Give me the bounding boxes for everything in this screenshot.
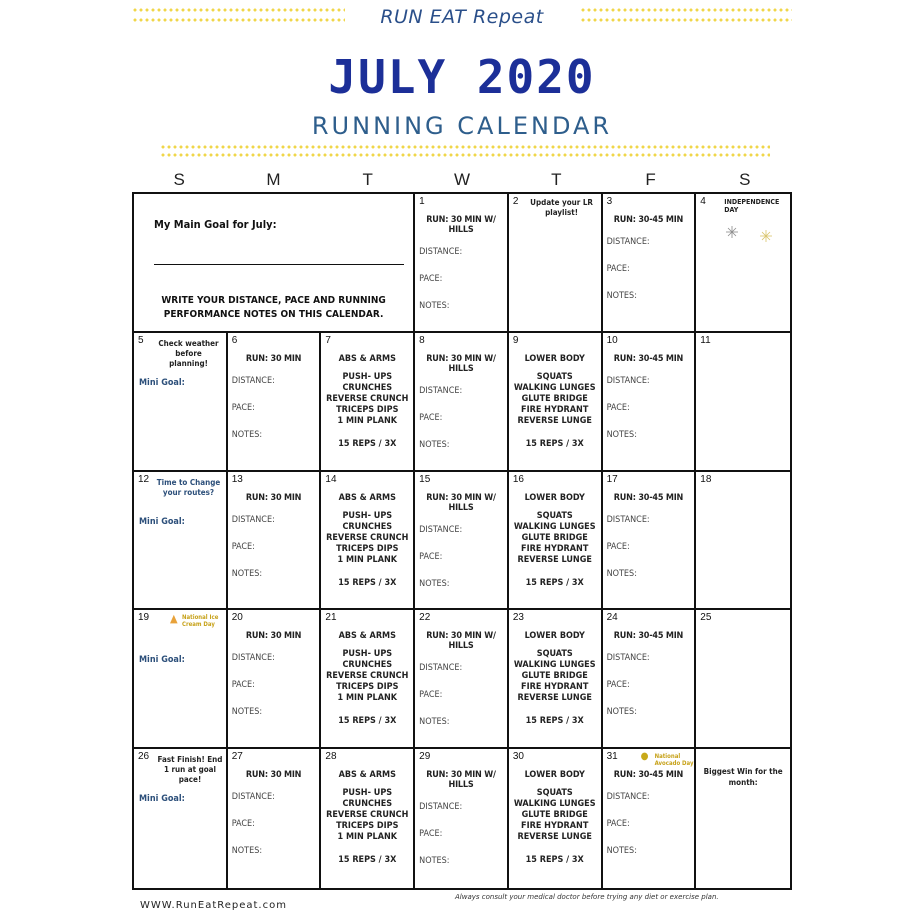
biggest-win-label: Biggest Win for the month: [703, 767, 783, 788]
notes-label: NOTES: [419, 717, 450, 728]
pace-label: PACE: [419, 690, 443, 701]
pace-label: PACE: [606, 541, 630, 552]
distance-label: DISTANCE: [419, 524, 463, 535]
day-number: 22 [419, 612, 431, 624]
day-cell[interactable] [415, 749, 509, 888]
day-number: 28 [325, 751, 337, 763]
day-number: 4 [700, 196, 706, 207]
distance-label: DISTANCE: [606, 375, 650, 386]
run-title: RUN: 30-45 MIN [613, 215, 684, 225]
run-title: RUN: 30 MIN [245, 770, 302, 781]
notes-label: NOTES: [419, 439, 450, 450]
exercise: WALKING LUNGES [513, 521, 596, 532]
weekday-sat: S [739, 170, 751, 189]
day-number: 20 [231, 612, 243, 624]
day-cell[interactable] [228, 610, 322, 749]
exercise: PUSH- UPS [342, 371, 393, 382]
day-number: 12 [138, 473, 150, 485]
brand-title: RUN EAT Repeat [380, 6, 544, 28]
day-number: 9 [512, 334, 519, 346]
ice-cream-icon: ▲ [170, 612, 178, 626]
exercise: 1 MIN PLANK [337, 554, 398, 565]
mini-goal-label: Mini Goal: [139, 794, 185, 805]
exercise: WALKING LUNGES [513, 799, 596, 810]
run-title: RUN: 30 MIN W/ HILLS [426, 631, 496, 652]
notes-label: NOTES: [606, 846, 637, 857]
pace-label: PACE: [419, 551, 443, 562]
day-cell[interactable] [696, 610, 790, 749]
day-cell[interactable] [509, 194, 603, 333]
workout-title: LOWER BODY [524, 631, 585, 642]
exercise: GLUTE BRIDGE [521, 532, 588, 543]
day-number: 8 [419, 334, 425, 346]
pace-label: PACE: [606, 402, 630, 413]
calendar-subtitle: RUNNING CALENDAR [311, 112, 613, 140]
day-cell[interactable] [134, 610, 228, 749]
avocado-icon: ● [640, 751, 649, 763]
pace-label: PACE: [606, 264, 630, 274]
day-note: National Ice Cream Day [182, 614, 219, 629]
day-cell[interactable] [509, 749, 603, 888]
day-number: 30 [512, 751, 524, 763]
workout-list [325, 788, 409, 843]
exercise: REVERSE LUNGE [517, 554, 592, 565]
day-cell[interactable] [603, 194, 697, 333]
day-cell[interactable] [321, 472, 415, 611]
distance-label: DISTANCE: [419, 663, 463, 674]
exercise: WALKING LUNGES [513, 382, 596, 393]
day-cell[interactable] [134, 472, 228, 611]
exercise: TRICEPS DIPS [336, 682, 399, 693]
notes-label: NOTES: [419, 301, 450, 311]
exercise: REVERSE CRUNCH [326, 532, 409, 543]
notes-label: NOTES: [231, 846, 263, 857]
website-link[interactable]: WWW.RunEatRepeat.com [140, 900, 287, 911]
reps-label: 15 REPS / 3X [525, 438, 584, 449]
exercise: REVERSE CRUNCH [326, 671, 409, 682]
exercise: FIRE HYDRANT [521, 404, 589, 415]
day-number: 1 [419, 196, 425, 207]
day-cell[interactable] [603, 610, 697, 749]
exercise: FIRE HYDRANT [521, 682, 589, 693]
notes-label: NOTES: [606, 707, 637, 718]
workout-title: ABS & ARMS [338, 492, 396, 503]
weekday-header [132, 170, 792, 192]
day-cell[interactable] [509, 333, 603, 472]
day-cell[interactable] [415, 610, 509, 749]
disclaimer: Always consult your medical doctor before trying any diet or exercise plan. [455, 893, 719, 901]
weekday-mon: M [266, 170, 281, 189]
day-number: 26 [138, 751, 150, 763]
exercise: SQUATS [536, 371, 573, 382]
day-number: 3 [606, 196, 613, 207]
run-title: RUN: 30 MIN [245, 492, 302, 503]
month-title: JULY 2020 [328, 50, 596, 104]
notes-label: NOTES: [231, 707, 263, 718]
exercise: PUSH- UPS [342, 788, 393, 799]
notes-label: NOTES: [231, 568, 263, 579]
day-cell[interactable] [228, 333, 322, 472]
workout-title: ABS & ARMS [338, 770, 396, 781]
distance-label: DISTANCE: [606, 237, 650, 247]
day-number: 21 [325, 612, 337, 624]
run-title: RUN: 30-45 MIN [613, 492, 684, 503]
exercise: CRUNCHES [342, 382, 393, 393]
day-number: 25 [700, 612, 712, 624]
day-cell[interactable] [696, 333, 790, 472]
day-cell[interactable] [228, 749, 322, 888]
day-number: 13 [231, 473, 243, 485]
workout-title: LOWER BODY [524, 492, 585, 503]
day-number: 19 [138, 612, 150, 624]
workout-list [325, 511, 409, 566]
biggest-win-cell[interactable] [696, 749, 790, 888]
run-title: RUN: 30 MIN W/ HILLS [426, 770, 496, 791]
day-number: 7 [325, 334, 331, 346]
day-number: 29 [419, 751, 431, 763]
run-title: RUN: 30-45 MIN [613, 353, 684, 364]
reps-label: 15 REPS / 3X [525, 716, 584, 727]
pace-label: PACE: [606, 680, 630, 691]
run-title: RUN: 30 MIN W/ HILLS [426, 353, 496, 374]
day-number: 10 [606, 334, 618, 346]
day-note: Check weather before planning! [158, 338, 219, 368]
day-number: 23 [512, 612, 524, 624]
pace-label: PACE: [231, 819, 255, 830]
day-number: 24 [606, 612, 618, 624]
exercise: REVERSE CRUNCH [326, 393, 409, 404]
exercise: GLUTE BRIDGE [521, 810, 588, 821]
exercise: TRICEPS DIPS [336, 404, 399, 415]
exercise: 1 MIN PLANK [337, 415, 398, 426]
distance-label: DISTANCE: [231, 653, 275, 664]
calendar-grid [132, 192, 792, 890]
distance-label: DISTANCE: [419, 385, 463, 396]
exercise: 1 MIN PLANK [337, 693, 398, 704]
exercise: SQUATS [536, 788, 573, 799]
goal-line [154, 264, 404, 265]
workout-list [513, 649, 597, 704]
pace-label: PACE: [419, 412, 443, 423]
weekday-fri: F [645, 170, 656, 189]
notes-label: NOTES: [606, 568, 637, 579]
exercise: WALKING LUNGES [513, 660, 596, 671]
pace-label: PACE: [419, 829, 443, 840]
exercise: FIRE HYDRANT [521, 543, 589, 554]
workout-list [513, 788, 597, 843]
exercise: CRUNCHES [342, 660, 393, 671]
distance-label: DISTANCE: [606, 514, 650, 525]
exercise: TRICEPS DIPS [336, 821, 399, 832]
distance-label: DISTANCE: [231, 792, 275, 803]
day-cell[interactable] [321, 333, 415, 472]
day-cell[interactable] [228, 472, 322, 611]
exercise: FIRE HYDRANT [521, 821, 589, 832]
workout-list [325, 372, 409, 427]
distance-label: DISTANCE: [419, 802, 463, 813]
run-title: RUN: 30-45 MIN [613, 770, 684, 781]
distance-label: DISTANCE: [606, 653, 650, 664]
pace-label: PACE: [231, 680, 255, 691]
pace-label: PACE: [231, 402, 255, 413]
day-cell[interactable] [696, 472, 790, 611]
day-note: Update your LR playlist! [530, 198, 593, 217]
exercise: PUSH- UPS [342, 649, 393, 660]
day-number: 6 [231, 334, 238, 346]
day-cell[interactable] [321, 749, 415, 888]
sub-dots-2 [160, 153, 770, 161]
workout-list [325, 649, 409, 704]
day-number: 16 [512, 473, 524, 485]
weekday-tue: T [362, 170, 373, 189]
day-cell[interactable] [603, 472, 697, 611]
mini-goal-label: Mini Goal: [139, 655, 185, 666]
fireworks-icon [726, 216, 786, 246]
goal-cell[interactable] [134, 194, 415, 333]
exercise: TRICEPS DIPS [336, 543, 399, 554]
run-title: RUN: 30 MIN W/ HILLS [426, 215, 496, 235]
notes-label: NOTES: [606, 291, 637, 301]
exercise: GLUTE BRIDGE [521, 393, 588, 404]
exercise: REVERSE LUNGE [517, 832, 592, 843]
workout-title: ABS & ARMS [338, 353, 396, 364]
exercise: PUSH- UPS [342, 510, 393, 521]
weekday-wed: W [453, 170, 471, 189]
reps-label: 15 REPS / 3X [338, 855, 397, 866]
run-title: RUN: 30 MIN [245, 631, 302, 642]
exercise: CRUNCHES [342, 799, 393, 810]
exercise: REVERSE LUNGE [517, 693, 592, 704]
distance-label: DISTANCE: [231, 514, 275, 525]
exercise: GLUTE BRIDGE [521, 671, 588, 682]
notes-label: NOTES: [606, 429, 637, 440]
day-cell[interactable] [134, 333, 228, 472]
run-title: RUN: 30-45 MIN [613, 631, 684, 642]
distance-label: DISTANCE: [419, 247, 463, 257]
exercise: REVERSE LUNGE [517, 415, 592, 426]
reps-label: 15 REPS / 3X [338, 716, 397, 727]
day-number: 27 [231, 751, 243, 763]
day-number: 18 [700, 473, 712, 485]
run-title: RUN: 30 MIN [245, 353, 302, 364]
distance-label: DISTANCE: [231, 375, 275, 386]
day-number: 14 [325, 473, 337, 485]
pace-label: PACE: [419, 274, 443, 284]
reps-label: 15 REPS / 3X [338, 577, 397, 588]
day-note: National Avocado Day [654, 753, 694, 768]
reps-label: 15 REPS / 3X [525, 577, 584, 588]
weekday-thu: T [551, 170, 562, 189]
pace-label: PACE: [606, 819, 630, 830]
run-title: RUN: 30 MIN W/ HILLS [426, 492, 496, 513]
notes-label: NOTES: [419, 856, 450, 867]
goal-title: My Main Goal for July: [154, 218, 277, 231]
day-number: 15 [419, 473, 431, 485]
workout-list [513, 511, 597, 566]
reps-label: 15 REPS / 3X [525, 855, 584, 866]
day-number: 5 [138, 334, 144, 346]
reps-label: 15 REPS / 3X [338, 438, 397, 449]
workout-title: LOWER BODY [524, 770, 585, 781]
workout-list [513, 372, 597, 427]
weekday-sun: S [173, 170, 185, 189]
day-cell[interactable] [321, 610, 415, 749]
exercise: 1 MIN PLANK [337, 832, 398, 843]
day-number: 11 [700, 334, 711, 346]
exercise: CRUNCHES [342, 521, 393, 532]
notes-label: NOTES: [231, 429, 263, 440]
day-note: Fast Finish! End 1 run at goal pace! [157, 755, 223, 785]
mini-goal-label: Mini Goal: [139, 516, 185, 527]
notes-label: NOTES: [419, 578, 450, 589]
day-cell[interactable] [415, 333, 509, 472]
day-cell[interactable] [415, 194, 509, 333]
exercise: REVERSE CRUNCH [326, 810, 409, 821]
pace-label: PACE: [231, 541, 255, 552]
workout-title: LOWER BODY [524, 353, 585, 364]
day-number: 2 [512, 196, 519, 207]
exercise: SQUATS [536, 649, 573, 660]
day-cell[interactable] [134, 749, 228, 888]
day-cell[interactable] [603, 749, 697, 888]
day-note: Time to Change your routes? [156, 477, 221, 497]
holiday-note: INDEPENDENCE DAY [724, 198, 780, 214]
distance-label: DISTANCE: [606, 792, 650, 803]
mini-goal-label: Mini Goal: [139, 377, 185, 388]
workout-title: ABS & ARMS [338, 631, 396, 642]
exercise: SQUATS [536, 510, 573, 521]
day-number: 31 [606, 751, 618, 763]
day-cell[interactable] [509, 610, 603, 749]
goal-instruction: WRITE YOUR DISTANCE, PACE AND RUNNING PERFORMANCE NOTES ON THIS CALENDAR. [161, 295, 386, 320]
day-cell[interactable] [603, 333, 697, 472]
day-cell[interactable] [415, 472, 509, 611]
sub-dots-1 [160, 145, 770, 153]
day-cell[interactable] [509, 472, 603, 611]
day-number: 17 [606, 473, 618, 485]
day-cell[interactable] [696, 194, 790, 333]
